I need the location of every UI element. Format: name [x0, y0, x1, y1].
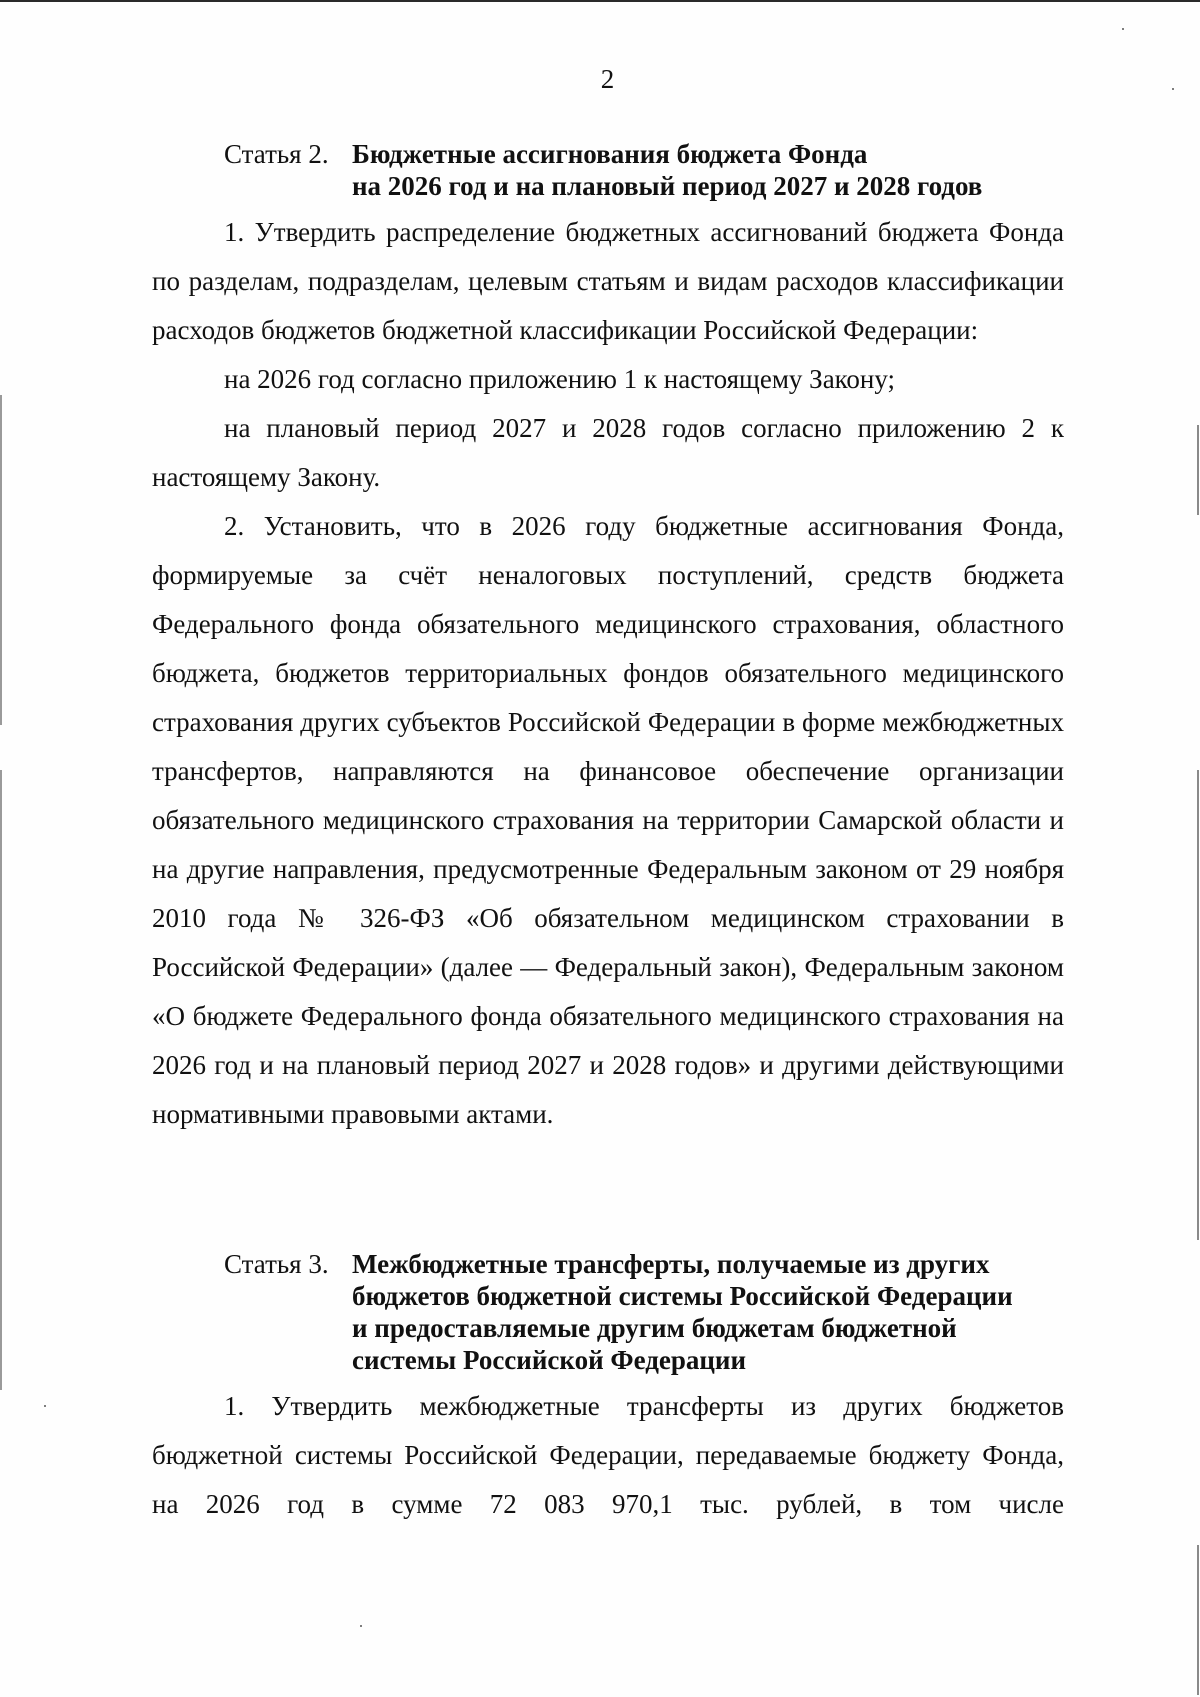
paragraph: 2. Установить, что в 2026 году бюджетные ассигнования Фонда, формируемые за счёт неналоговых поступлений, средств бюджета Федерального фонда обязательного медицинского страхования, областного бюджета, бюджетов территориальных фондов обязательного медицинского страхования других субъектов Российской Федерации в форме межбюджетных трансфертов, направляются на финансовое обеспечение организации обязательного медицинского страхования на территории Самарской области и на другие направления, предусмотренные Федеральным законом от 29 ноября 2010 года № 326-ФЗ «Об обязательном медицинском страховании в Российской Федерации» (далее — Федеральный закон), Федеральным законом «О бюджете Федерального фонда обязательного медицинского страхования на 2026 год и на плановый период 2027 и 2028 годов» и другими действующими нормативными правовыми актами.	[152, 511, 1064, 1129]
article-2-body	[152, 208, 1064, 1139]
scan-right-edge	[1197, 1545, 1199, 1695]
scan-right-edge	[1197, 770, 1199, 1240]
article-2-title	[352, 138, 1112, 202]
article-3-title-line: системы Российской Федерации	[352, 1345, 747, 1375]
article-2-title-line: на 2026 год и на плановый период 2027 и 2028 годов	[352, 171, 983, 201]
page-number: 2	[600, 64, 615, 94]
article-3-title-line: бюджетов бюджетной системы Российской Федерации	[352, 1281, 1013, 1311]
scan-speck	[1122, 28, 1124, 30]
article-2-label: Статья 2.	[224, 139, 329, 169]
article-3-title-line: и предоставляемые другим бюджетам бюджетной	[352, 1313, 957, 1343]
paragraph: 1. Утвердить межбюджетные трансферты из других бюджетов бюджетной системы Российской Федерации, передаваемые бюджету Фонда, на 2026 год в сумме 72 083 970,1 тыс. рублей, в том числе	[152, 1391, 1064, 1519]
scan-right-edge	[1197, 425, 1199, 515]
paragraph: на плановый период 2027 и 2028 годов согласно приложению 2 к настоящему Закону.	[152, 413, 1064, 492]
scan-speck	[44, 1405, 46, 1407]
article-2-title-line: Бюджетные ассигнования бюджета Фонда	[352, 139, 868, 169]
scan-left-edge	[0, 770, 2, 1390]
paragraph: 1. Утвердить распределение бюджетных ассигнований бюджета Фонда по разделам, подразделам, целевым статьям и видам расходов классификации расходов бюджетов бюджетной классификации Российской Федерации:	[152, 217, 1064, 345]
article-3-title-line: Межбюджетные трансферты, получаемые из других	[352, 1249, 990, 1279]
scan-left-edge	[0, 395, 2, 725]
article-3-label: Статья 3.	[224, 1249, 329, 1279]
article-3-body	[152, 1382, 1064, 1529]
paragraph: на 2026 год согласно приложению 1 к настоящему Закону;	[224, 364, 896, 394]
scan-top-edge	[0, 0, 1200, 2]
scan-speck	[360, 1625, 362, 1627]
article-3-title	[352, 1248, 1112, 1376]
